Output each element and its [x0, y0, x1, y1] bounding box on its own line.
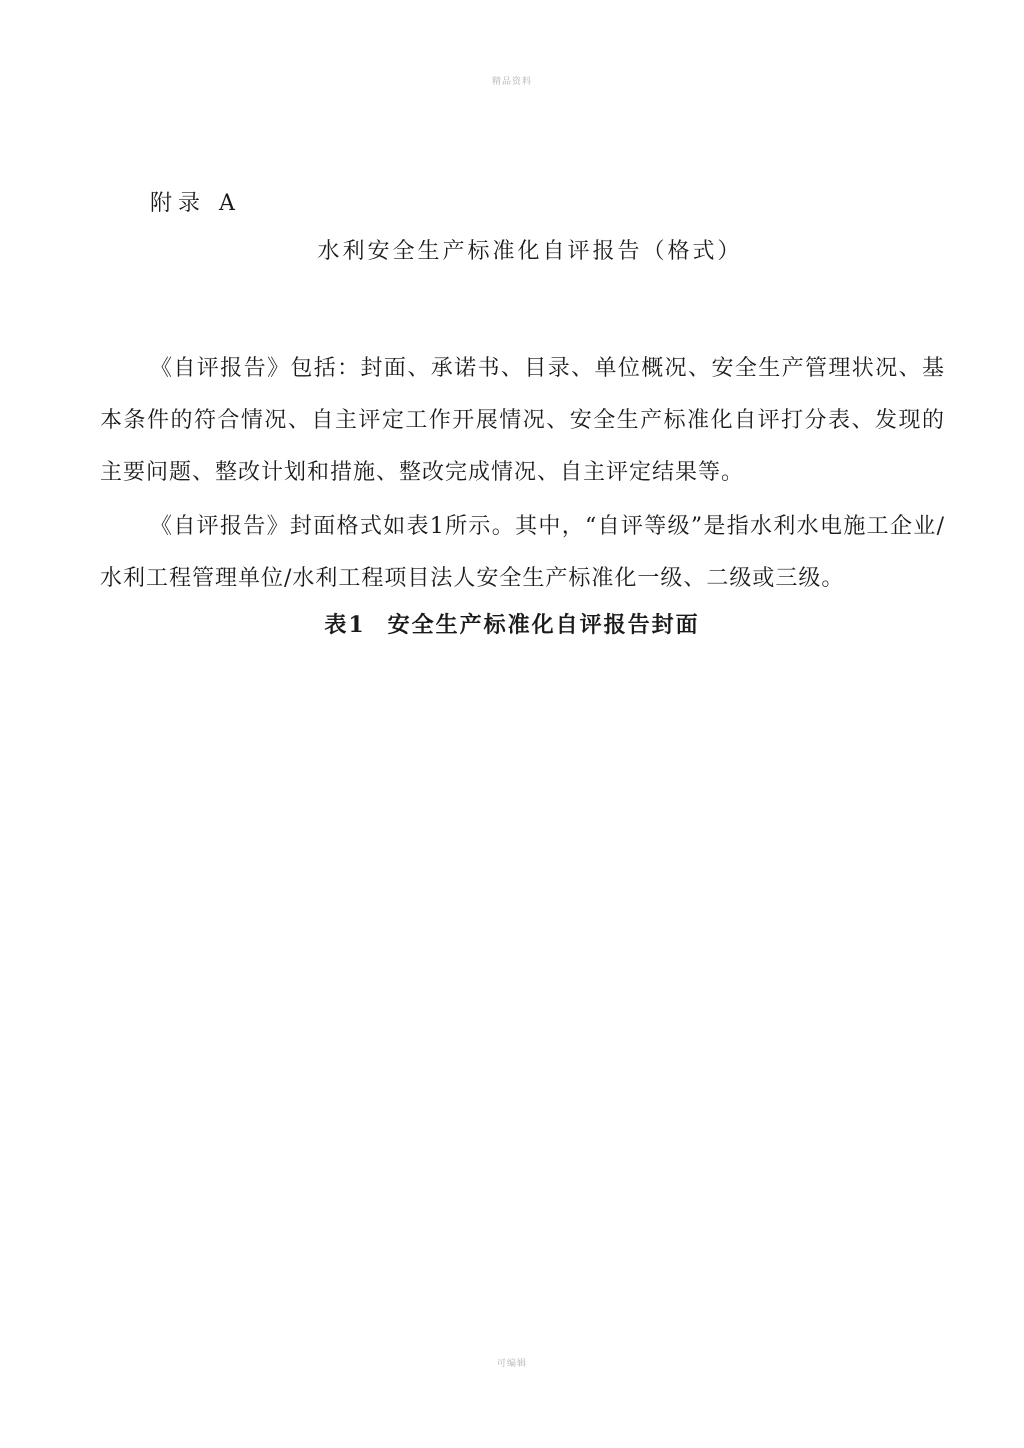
- paragraph-contents: 《自评报告》包括：封面、承诺书、目录、单位概况、安全生产管理状况、基本条件的符合情况、自主评定工作开展情况、安全生产标准化自评打分表、发现的主要问题、整改计划和措施、整改完成情况、自主评定结果等。: [100, 356, 945, 485]
- document-title: 水利安全生产标准化自评报告（格式）: [317, 239, 743, 264]
- paragraph-cover-format: 《自评报告》封面格式如表1所示。其中，“自评等级”是指水利水电施工企业/水利工程管理单位/水利工程项目法人安全生产标准化一级、二级或三级。: [100, 514, 945, 591]
- page-header-watermark: 精品资料: [491, 77, 532, 87]
- table-caption-text: 安全生产标准化自评报告封面: [387, 612, 700, 638]
- table-caption-number: 表1: [324, 612, 366, 638]
- page-footer-watermark: 可编辑: [496, 1359, 527, 1369]
- table-caption: [0, 608, 1024, 639]
- appendix-label: 附录 A: [150, 191, 241, 216]
